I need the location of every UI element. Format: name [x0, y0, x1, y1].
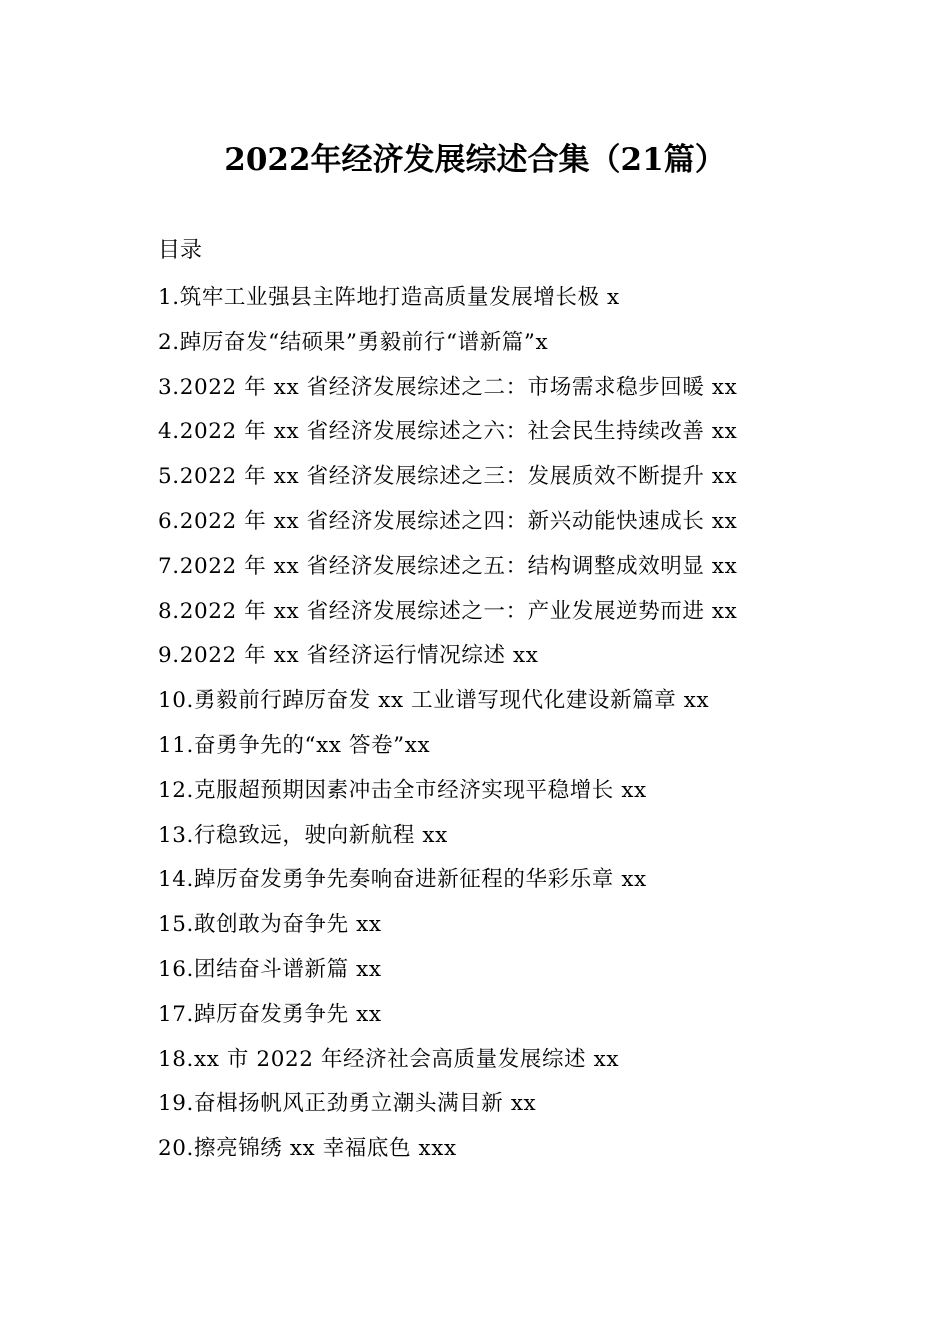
toc-item: 20.擦亮锦绣 xx 幸福底色 xxx: [158, 1136, 457, 1162]
toc-list: [158, 282, 838, 1178]
toc-item: 2.踔厉奋发“结硕果”勇毅前行“谱新篇”x: [158, 329, 549, 355]
toc-item: 4.2022 年 xx 省经济发展综述之六：社会民生持续改善 xx: [158, 419, 738, 445]
toc-item: 7.2022 年 xx 省经济发展综述之五：结构调整成效明显 xx: [158, 553, 738, 579]
toc-item: 9.2022 年 xx 省经济运行情况综述 xx: [158, 643, 539, 669]
toc-item: 16.团结奋斗谱新篇 xx: [158, 956, 382, 982]
document-title: 2022年经济发展综述合集（21篇）: [224, 142, 726, 178]
toc-item: 14.踔厉奋发勇争先奏响奋进新征程的华彩乐章 xx: [158, 867, 647, 893]
toc-item: 12.克服超预期因素冲击全市经济实现平稳增长 xx: [158, 777, 647, 803]
toc-heading: 目录: [158, 238, 203, 263]
toc-item: 6.2022 年 xx 省经济发展综述之四：新兴动能快速成长 xx: [158, 508, 738, 534]
toc-item: 5.2022 年 xx 省经济发展综述之三：发展质效不断提升 xx: [158, 464, 738, 490]
toc-item: 8.2022 年 xx 省经济发展综述之一：产业发展逆势而进 xx: [158, 598, 738, 624]
toc-item: 1.筑牢工业强县主阵地打造高质量发展增长极 x: [158, 285, 620, 310]
toc-item: 15.敢创敢为奋争先 xx: [158, 912, 382, 938]
toc-item: 19.奋楫扬帆风正劲勇立潮头满目新 xx: [158, 1091, 537, 1117]
toc-item: 3.2022 年 xx 省经济发展综述之二：市场需求稳步回暖 xx: [158, 374, 738, 400]
toc-item: 13.行稳致远，驶向新航程 xx: [158, 822, 448, 848]
toc-item: 11.奋勇争先的“xx 答卷”xx: [158, 732, 431, 758]
toc-item: 17.踔厉奋发勇争先 xx: [158, 1001, 382, 1027]
toc-item: 10.勇毅前行踔厉奋发 xx 工业谱写现代化建设新篇章 xx: [158, 688, 710, 714]
toc-item: 18.xx 市 2022 年经济社会高质量发展综述 xx: [158, 1046, 620, 1072]
